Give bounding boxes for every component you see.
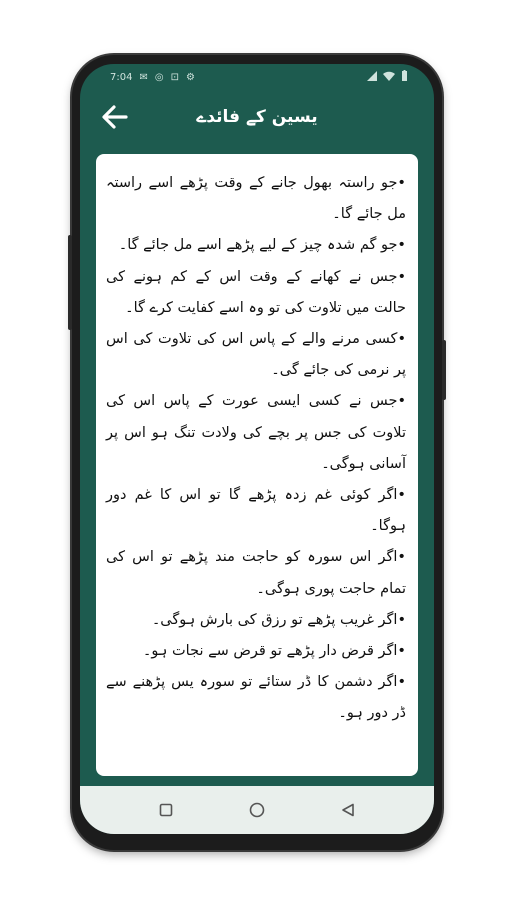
recent-apps-button[interactable]: [154, 798, 178, 822]
power-button: [442, 340, 446, 400]
whatsapp-icon: ◎: [154, 71, 164, 83]
status-right: [367, 70, 408, 84]
back-button[interactable]: [100, 104, 130, 130]
signal-icon: [367, 71, 377, 84]
battery-icon: [401, 70, 408, 84]
back-nav-button[interactable]: [336, 798, 360, 822]
status-bar: [80, 64, 434, 90]
list-item: •جس نے کسی ایسی عورت کے پاس اس کی تلاوت کی جس پر بچے کی ولادت تنگ ہو اس پر آسانی ہوگی۔: [106, 393, 406, 472]
home-icon: [249, 802, 265, 818]
list-item: •اگر کوئی غم زدہ پڑھے گا تو اس کا غم دور ہوگا۔: [106, 487, 406, 535]
volume-button: [68, 235, 72, 330]
navigation-bar: [80, 786, 434, 834]
home-button[interactable]: [245, 798, 269, 822]
gmail-icon: ⊡: [170, 71, 179, 83]
list-item: •اگر غریب پڑھے تو رزق کی بارش ہوگی۔: [151, 611, 406, 628]
status-left: [110, 72, 195, 83]
settings-icon: ⚙: [185, 71, 195, 83]
list-item: •کسی مرنے والے کے پاس اس کی تلاوت کی اس پر نرمی کی جائے گی۔: [106, 331, 406, 379]
list-item: •اگر دشمن کا ڈر ستائے تو سورہ یس پڑھنے سے ڈر دور ہو۔: [106, 674, 406, 722]
list-item: •جو راستہ بھول جانے کے وقت پڑھے اسے راستہ مل جائے گا۔: [106, 175, 406, 223]
app-bar: [80, 90, 434, 142]
list-item: •اگر اس سورہ کو حاجت مند پڑھے تو اس کی تمام حاجت پوری ہوگی۔: [106, 549, 406, 597]
app-screen: [80, 64, 434, 834]
content-card: [96, 154, 418, 776]
list-item: •اگر قرض دار پڑھے تو قرض سے نجات ہو۔: [142, 643, 406, 660]
arrow-left-icon: [100, 104, 130, 130]
page-title: یسین کے فائدے: [196, 106, 318, 127]
back-triangle-icon: [341, 803, 355, 817]
list-item: •جس نے کھانے کے وقت اس کے کم ہونے کی حالت میں تلاوت کی تو وہ اسے کفایت کرے گا۔: [106, 268, 406, 316]
mail-icon: ✉: [139, 71, 148, 83]
list-item: •جو گم شدہ چیز کے لیے پڑھے اسے مل جائے گا۔: [118, 237, 406, 254]
wifi-icon: [383, 71, 395, 84]
status-time: 7:04: [110, 71, 133, 83]
recent-apps-icon: [159, 803, 173, 817]
